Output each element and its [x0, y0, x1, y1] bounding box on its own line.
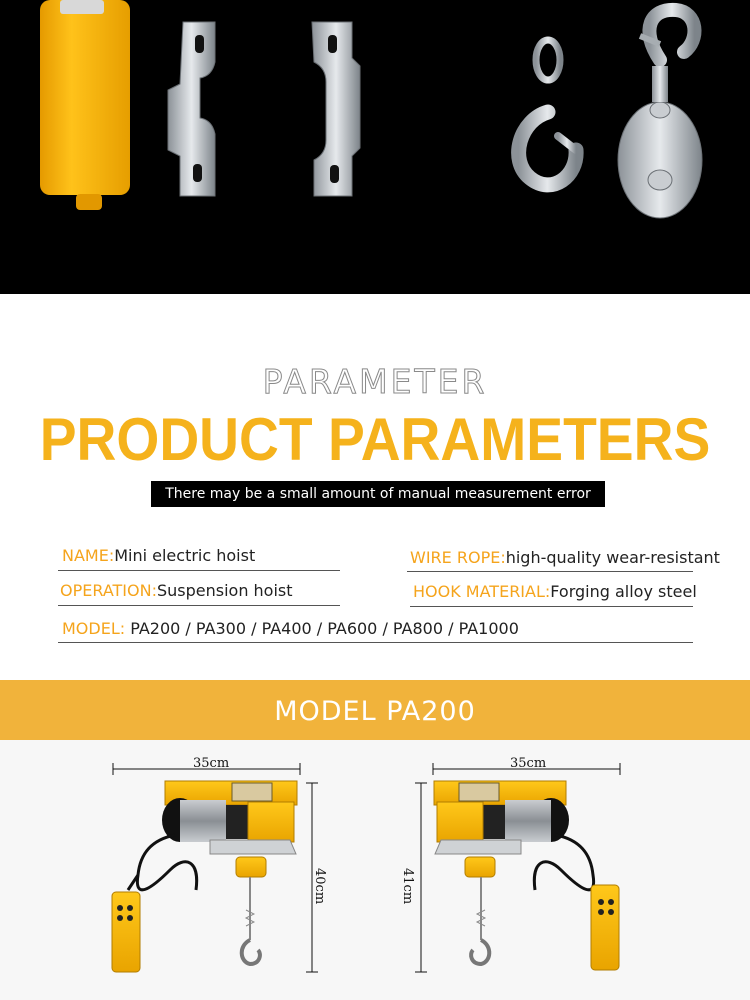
- right-width-label: 35cm: [510, 756, 547, 771]
- spec-hook-material: [413, 582, 697, 601]
- divider: [58, 642, 693, 643]
- measurement-notice: There may be a small amount of manual measurement error: [151, 481, 605, 507]
- accessories-photo: [0, 0, 750, 294]
- spec-model: [62, 619, 519, 638]
- spec-hook-material-label: HOOK MATERIAL:: [413, 582, 551, 601]
- clamp-bracket-icon: [168, 22, 215, 196]
- parameter-outline-heading: PARAMETER: [262, 362, 488, 401]
- hoist-dimension-section: [0, 740, 750, 1000]
- left-hoist: [112, 763, 318, 972]
- swivel-hook-icon: [519, 0, 576, 185]
- product-parameters-title: PRODUCT PARAMETERS: [39, 406, 711, 473]
- accessories-illustration: [0, 0, 750, 294]
- spec-operation-label: OPERATION:: [60, 581, 157, 600]
- divider: [58, 605, 340, 606]
- spec-model-label: MODEL:: [62, 619, 126, 638]
- left-width-label: 35cm: [193, 756, 230, 771]
- spec-wire-rope-label: WIRE ROPE:: [410, 548, 506, 567]
- spec-model-value: PA200 / PA300 / PA400 / PA600 / PA800 / PA1000: [130, 619, 519, 638]
- spec-wire-rope-value: high-quality wear-resistant: [505, 548, 720, 567]
- divider: [407, 571, 693, 572]
- divider: [410, 606, 693, 607]
- right-hoist: [415, 763, 620, 972]
- pulley-block-icon: [618, 10, 702, 218]
- spec-name: [62, 546, 255, 565]
- spec-operation-value: Suspension hoist: [156, 581, 293, 600]
- left-height-label: 40cm: [312, 868, 327, 905]
- divider: [58, 570, 340, 571]
- model-banner-text: MODEL PA200: [274, 696, 476, 727]
- right-height-label: 41cm: [400, 868, 415, 905]
- spec-name-label: NAME:: [62, 546, 115, 565]
- spec-hook-material-value: Forging alloy steel: [550, 582, 697, 601]
- spec-operation: [60, 581, 293, 600]
- pendant-controller-icon: [40, 0, 130, 210]
- clamp-bracket-icon-2: [312, 22, 360, 196]
- hoist-dimension-diagrams: [0, 740, 750, 1000]
- spec-wire-rope: [410, 548, 720, 567]
- spec-name-value: Mini electric hoist: [114, 546, 256, 565]
- model-banner: [0, 680, 750, 740]
